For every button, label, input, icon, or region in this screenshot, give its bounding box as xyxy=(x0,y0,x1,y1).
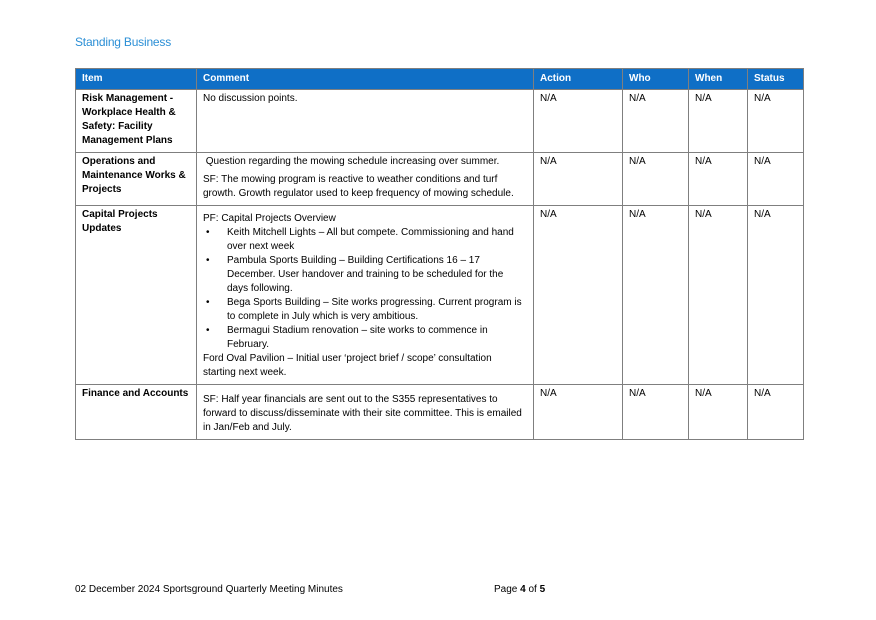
comment-line: SF: Half year financials are sent out to the S355 representatives to forward to discuss/disseminate with their site committee. This is emailed in Jan/Feb and July. xyxy=(203,394,522,433)
row-item: Capital Projects Updates xyxy=(76,206,197,385)
row-who: N/A xyxy=(623,153,689,206)
table-header-row xyxy=(76,69,804,90)
page-current: 4 xyxy=(520,584,526,595)
list-item: • Keith Mitchell Lights – All but compete. Commissioning and hand over next week xyxy=(227,226,527,254)
col-header-when: When xyxy=(689,69,748,90)
row-who: N/A xyxy=(623,206,689,385)
row-when: N/A xyxy=(689,90,748,153)
col-header-comment: Comment xyxy=(197,69,534,90)
row-comment xyxy=(197,385,534,440)
page-prefix: Page xyxy=(494,584,521,595)
row-status: N/A xyxy=(748,206,804,385)
row-action: N/A xyxy=(534,90,623,153)
row-status: N/A xyxy=(748,385,804,440)
list-item: • Bega Sports Building – Site works progressing. Current program is to complete in July which is very ambitious. xyxy=(227,296,527,324)
page-total: 5 xyxy=(539,584,546,595)
brand-logo-text: Standing Business xyxy=(75,35,171,49)
footer-document-title: 02 December 2024 Sportsground Quarterly Meeting Minutes xyxy=(75,584,343,595)
row-when: N/A xyxy=(689,206,748,385)
row-when: N/A xyxy=(689,153,748,206)
comment-line: No discussion points. xyxy=(203,93,298,104)
row-status: N/A xyxy=(748,153,804,206)
row-action: N/A xyxy=(534,153,623,206)
row-who: N/A xyxy=(623,90,689,153)
table-row xyxy=(76,385,804,440)
list-item: • Bermagui Stadium renovation – site works to commence in February. xyxy=(227,324,527,352)
comment-line: SF: The mowing program is reactive to weather conditions and turf growth. Growth regulator used to keep frequency of mowing schedule. xyxy=(203,174,514,199)
list-item: • Pambula Sports Building – Building Certifications 16 – 17 December. User handover and training to be scheduled for the days following. xyxy=(227,254,527,296)
row-item: Operations and Maintenance Works & Projects xyxy=(76,153,197,206)
comment-bullet-list xyxy=(203,226,527,352)
page-of: of xyxy=(525,584,540,595)
row-comment xyxy=(197,90,534,153)
row-item: Risk Management - Workplace Health & Safety: Facility Management Plans xyxy=(76,90,197,153)
comment-line: Question regarding the mowing schedule increasing over summer. xyxy=(203,156,500,167)
col-header-action: Action xyxy=(534,69,623,90)
row-who: N/A xyxy=(623,385,689,440)
row-item: Finance and Accounts xyxy=(76,385,197,440)
comment-outro: Ford Oval Pavilion – Initial user ‘project brief / scope’ consultation starting next week. xyxy=(203,353,492,378)
col-header-item: Item xyxy=(76,69,197,90)
row-action: N/A xyxy=(534,206,623,385)
comment-intro: PF: Capital Projects Overview xyxy=(203,213,336,224)
col-header-who: Who xyxy=(623,69,689,90)
table-row xyxy=(76,206,804,385)
row-action: N/A xyxy=(534,385,623,440)
row-when: N/A xyxy=(689,385,748,440)
row-comment xyxy=(197,206,534,385)
table-row xyxy=(76,90,804,153)
row-status: N/A xyxy=(748,90,804,153)
table-row xyxy=(76,153,804,206)
row-comment xyxy=(197,153,534,206)
minutes-table xyxy=(75,68,804,440)
col-header-status: Status xyxy=(748,69,804,90)
footer-page-number xyxy=(494,584,545,595)
